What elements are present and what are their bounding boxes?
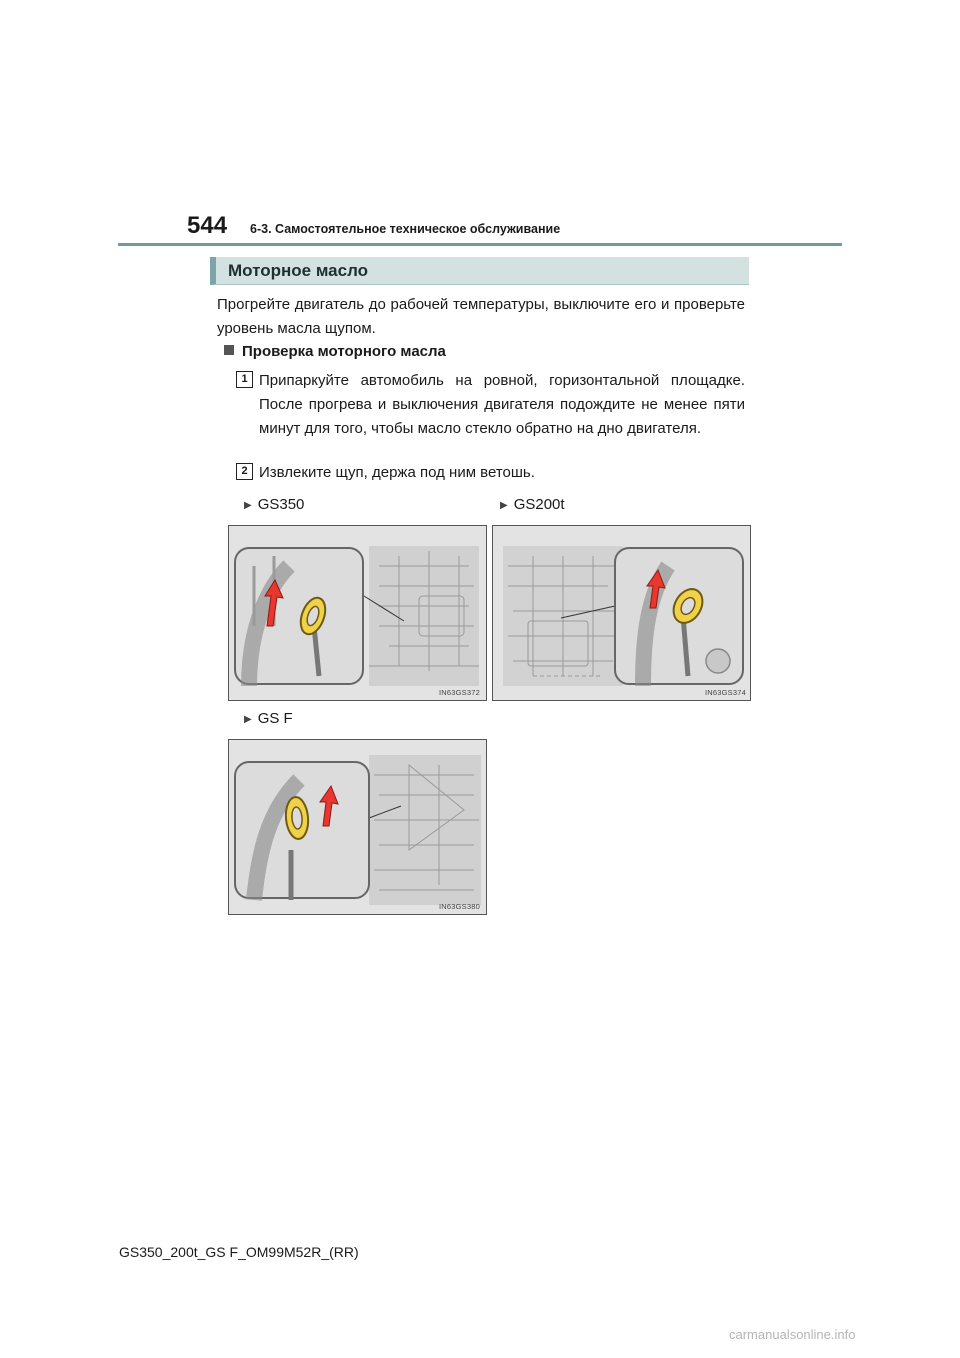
model-label-gs200t: ▶ GS200t — [500, 496, 565, 513]
model-label-gs350: ▶ GS350 — [244, 496, 305, 513]
engine-photo-gs350 — [228, 525, 487, 701]
subheading — [224, 343, 446, 360]
engine-photo-gs200t — [492, 525, 751, 701]
step-badge-1: 1 — [236, 371, 253, 388]
watermark: carmanualsonline.info — [729, 1327, 856, 1342]
step-text-2: Извлеките щуп, держа под ним ветошь. — [259, 464, 535, 481]
intro-paragraph: Прогрейте двигатель до рабочей температуры, выключите его и проверьте уровень масла щупом. — [217, 296, 745, 337]
section-header: 6-3. Самостоятельное техническое обслуживание — [250, 222, 561, 236]
page-number: 544 — [187, 212, 228, 239]
footer-manual-code: GS350_200t_GS F_OM99M52R_(RR) — [119, 1244, 359, 1260]
photo-code: IN63GS374 — [705, 688, 746, 697]
model-label-gsf: ▶ GS F — [244, 710, 293, 727]
triangle-bullet-icon: ▶ — [244, 714, 252, 725]
step-badge-2: 2 — [236, 463, 253, 480]
header-rule — [118, 243, 842, 246]
triangle-bullet-icon: ▶ — [500, 500, 508, 511]
subheading-text: Проверка моторного масла — [242, 343, 446, 360]
step-text-1: Припаркуйте автомобиль на ровной, горизонтальной площадке. После прогрева и выключения двигателя подождите не менее пяти минут для того, чтобы масло стекло обратно на дно двигателя. — [259, 372, 745, 437]
photo-code: IN63GS372 — [439, 688, 480, 697]
section-title: Моторное масло — [228, 261, 369, 280]
square-bullet-icon — [224, 345, 234, 355]
photo-code: IN63GS380 — [439, 902, 480, 911]
triangle-bullet-icon: ▶ — [244, 500, 252, 511]
title-bar — [210, 257, 749, 285]
engine-photo-gsf — [228, 739, 487, 915]
